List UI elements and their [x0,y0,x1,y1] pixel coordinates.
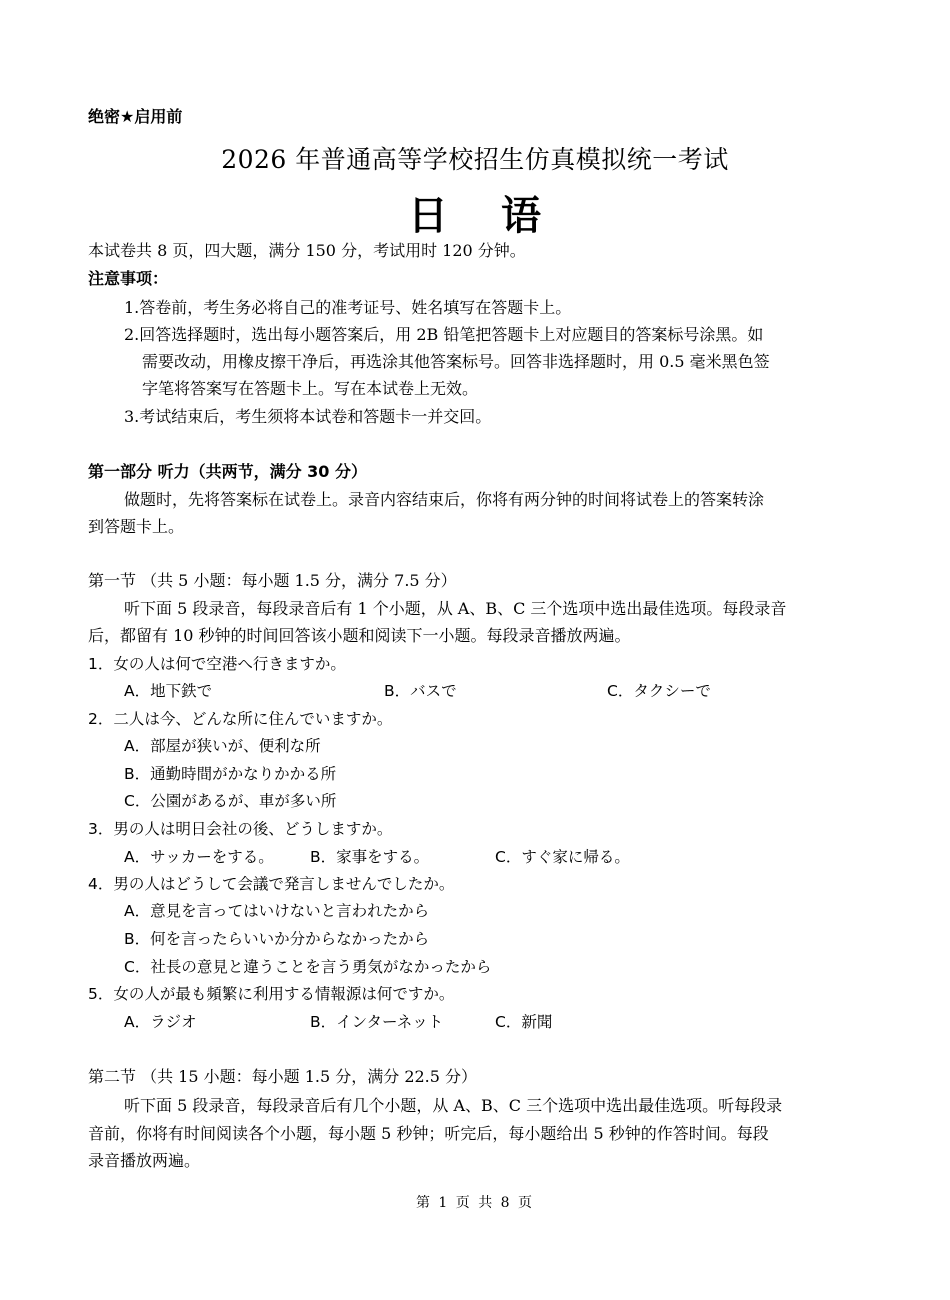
question-5-option-a: A．ラジオ [124,1013,197,1031]
page-number-footer: 第 1 页 共 8 页 [415,1195,535,1211]
confidential-label: 绝密★启用前 [88,107,183,126]
question-1-option-b: B．バスで [384,682,457,700]
question-3-option-b: B．家事をする。 [310,848,430,866]
note-item-2-line-2: 需要改动，用橡皮擦干净后，再选涂其他答案标号。回答非选择题时，用 0.5 毫米黑色签 [142,352,770,371]
question-2-option-c: C．公園があるが、車が多い所 [124,792,337,810]
section1-instruction-line-1: 听下面 5 段录音，每段录音后有 1 个小题，从 A、B、C 三个选项中选出最佳选项。每段录音 [124,599,787,618]
subject-title [0,184,950,241]
question-2-option-a: A．部屋が狭いが、便利な所 [124,737,321,755]
note-item-3: 3.考试结束后，考生须将本试卷和答题卡一并交回。 [124,407,492,426]
question-5-option-b: B．インターネット [310,1013,444,1031]
exam-intro: 本试卷共 8 页，四大题，满分 150 分，考试用时 120 分钟。 [88,241,526,260]
part1-instruction-line-2: 到答题卡上。 [88,517,185,536]
question-5-option-c: C．新聞 [495,1013,553,1031]
question-3-option-c: C．すぐ家に帰る。 [495,848,630,866]
section1-title: 第一节 （共 5 小题：每小题 1.5 分，满分 7.5 分） [88,571,457,590]
question-3-option-a: A．サッカーをする。 [124,848,274,866]
section2-instruction-line-2: 音前，你将有时间阅读各个小题，每小题 5 秒钟；听完后，每小题给出 5 秒钟的作答时间。每段 [88,1124,769,1143]
note-item-1: 1.答卷前，考生务必将自己的准考证号、姓名填写在答题卡上。 [124,298,572,317]
question-2: 2．二人は今、どんな所に住んでいますか。 [88,710,393,728]
subject-char-2: 语 [501,193,542,239]
note-item-2: 2.回答选择题时，选出每小题答案后，用 2B 铅笔把答题卡上对应题目的答案标号涂黑。如 [124,325,764,344]
section2-title: 第二节 （共 15 小题：每小题 1.5 分，满分 22.5 分） [88,1067,478,1086]
section2-instruction-line-1: 听下面 5 段录音，每段录音后有几个小题，从 A、B、C 三个选项中选出最佳选项。听每段录 [124,1096,783,1115]
note-item-2-line-3: 字笔将答案写在答题卡上。写在本试卷上无效。 [142,379,479,398]
question-4: 4．男の人はどうして会議で発言しませんでしたか。 [88,875,455,893]
question-3: 3．男の人は明日会社の後、どうしますか。 [88,820,393,838]
question-1-option-c: C．タクシーで [607,682,711,700]
section1-instruction-line-2: 后，都留有 10 秒钟的时间回答该小题和阅读下一小题。每段录音播放两遍。 [88,626,631,645]
question-4-option-b: B．何を言ったらいいか分からなかったから [124,930,430,948]
question-2-option-b: B．通勤時間がかなりかかる所 [124,765,337,783]
part1-instruction-line-1: 做题时，先将答案标在试卷上。录音内容结束后，你将有两分钟的时间将试卷上的答案转涂 [124,490,765,509]
question-5: 5．女の人が最も頻繁に利用する情報源は何ですか。 [88,985,455,1003]
question-4-option-c: C．社長の意見と違うことを言う勇気がなかったから [124,958,492,976]
part1-title: 第一部分 听力（共两节，满分 30 分） [88,462,367,481]
question-1: 1．女の人は何で空港へ行きますか。 [88,655,346,673]
question-4-option-a: A．意見を言ってはいけないと言われたから [124,902,430,920]
notes-title: 注意事项： [88,269,169,288]
question-1-option-a: A．地下鉄で [124,682,213,700]
section2-instruction-line-3: 录音播放两遍。 [88,1151,201,1170]
exam-title: 2026 年普通高等学校招生仿真模拟统一考试 [221,145,729,174]
subject-char-1: 日 [408,193,449,239]
